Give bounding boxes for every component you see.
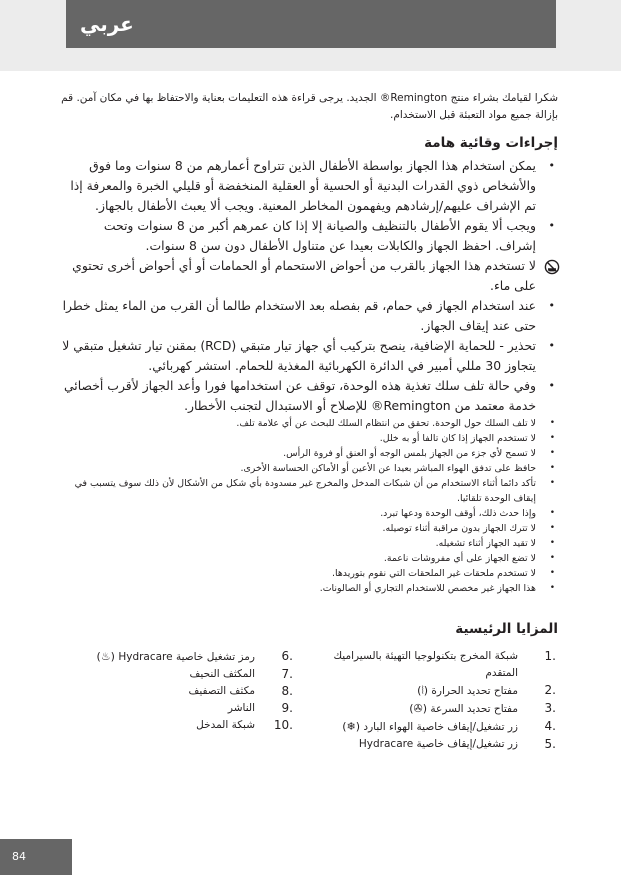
feature-item (60, 648, 295, 666)
fan-speed-icon: (✇) (409, 702, 428, 715)
safety-item (60, 216, 558, 256)
feature-item (323, 682, 558, 700)
small-item-text: لا تسمح لأي جزء من الجهاز بلمس الوجه أو العنق أو فروة الرأس. (283, 448, 536, 459)
small-item (60, 476, 558, 506)
feature-number: 6. (281, 649, 293, 663)
feature-number: 5. (544, 737, 556, 751)
feature-text: زر تشغيل/إيقاف خاصية Hydracare (358, 738, 518, 750)
small-item (60, 416, 558, 431)
feature-text: المكثف النحيف (189, 668, 255, 680)
feature-number: 1. (544, 649, 556, 663)
bullet: • (548, 379, 555, 392)
safety-item (60, 336, 558, 376)
safety-item-text: وفي حالة تلف سلك تغذية هذه الوحدة، توقف عن استخدامها فورا وأعد الجهاز لأقرب أخصائي خدمة معتمد من Remington® للإصلاح أو الاستبدال لتجنب الأخطار. (63, 378, 536, 413)
feature-text: شبكة المدخل (196, 719, 255, 731)
safety-item (60, 156, 558, 216)
feature-item (323, 700, 558, 718)
small-item (60, 566, 558, 581)
intro-paragraph: شكرا لقيامك بشراء منتج Remington® الجديد. يرجى قراءة هذه التعليمات بعناية والاحتفاظ بها في مكان آمن. قم بإزالة جميع مواد التعبئة قبل الاستخدام. (61, 92, 558, 121)
bullet: • (548, 159, 555, 172)
feature-text: الناشر (227, 702, 255, 714)
cool-shot-icon: (❄) (342, 720, 361, 733)
feature-item (323, 736, 558, 753)
page-content (60, 90, 558, 758)
feature-item (60, 717, 295, 734)
small-item (60, 431, 558, 446)
feature-number: 2. (544, 683, 556, 697)
small-item (60, 551, 558, 566)
feature-number: 3. (544, 701, 556, 715)
feature-number: 9. (281, 701, 293, 715)
bullet: • (549, 418, 555, 428)
features-heading: المزايا الرئيسية (455, 621, 558, 637)
small-item-text: لا تلف السلك حول الوحدة. تحقق من انتظام السلك للبحث عن أي علامة تلف. (236, 418, 536, 429)
feature-text: رمز تشغيل خاصية Hydracare (118, 651, 255, 663)
header-band (0, 0, 621, 71)
small-item (60, 581, 558, 596)
language-tab (66, 0, 556, 48)
feature-text: مكثف التصفيف (188, 685, 255, 697)
safety-item (60, 376, 558, 416)
bullet: • (549, 538, 555, 548)
small-item-text: لا تستخدم الجهاز إذا كان تالفا أو به خلل. (379, 433, 536, 444)
small-item (60, 461, 558, 476)
small-item (60, 506, 558, 521)
safety-list (60, 156, 558, 416)
safety-heading: إجراءات وقائية هامة (424, 135, 558, 151)
feature-item (60, 683, 295, 700)
small-item-text: لا تستخدم ملحقات غير الملحقات التي نقوم بتوريدها. (332, 568, 536, 579)
bullet: • (549, 523, 555, 533)
bullet: • (549, 478, 555, 488)
small-item-text: لا تقيد الجهاز أثناء تشغيله. (435, 538, 536, 549)
small-item (60, 446, 558, 461)
features-list (60, 648, 558, 758)
bullet: • (549, 568, 555, 578)
bullet: • (549, 463, 555, 473)
small-item-text: وإذا حدث ذلك، أوقف الوحدة ودعها تبرد. (380, 508, 536, 519)
small-item-text: تأكد دائما أثناء الاستخدام من أن شبكات المدخل والمخرج غير مسدودة بأي شكل من الأشكال لأن ذلك سوف يتسبب في إيقاف الوحدة تلقائيا. (74, 478, 536, 504)
feature-text: مفتاح تحديد السرعة (430, 703, 518, 715)
safety-item-text: ويجب ألا يقوم الأطفال بالتنظيف والصيانة إلا إذا كان عمرهم أكبر من 8 سنوات وتحت إشراف. احفظ الجهاز والكابلات بعيدا عن متناول الأطفال دون سن 8 سنوات. (103, 218, 536, 253)
heat-setting-icon: (⦚) (417, 684, 429, 697)
small-item-text: هذا الجهاز غير مخصص للاستخدام التجاري أو الصالونات. (319, 583, 536, 594)
feature-item (60, 700, 295, 717)
hydracare-icon: (♨) (96, 650, 115, 663)
bullet: • (549, 508, 555, 518)
small-item-text: لا تترك الجهاز بدون مراقبة أثناء توصيله. (382, 523, 536, 534)
small-item (60, 521, 558, 536)
small-item-text: حافظ على تدفق الهواء المباشر بعيدا عن الأعين أو الأماكن الحساسة الأخرى. (240, 463, 536, 474)
feature-number: 8. (281, 684, 293, 698)
small-item (60, 536, 558, 551)
safety-item-text: لا تستخدم هذا الجهاز بالقرب من أحواض الاستحمام أو الحمامات أو أي أحواض أخرى تحتوي على ماء. (72, 258, 536, 293)
safety-item-text: يمكن استخدام هذا الجهاز بواسطة الأطفال الذين تتراوح أعمارهم من 8 سنوات وما فوق والأشخاص ذوي القدرات البدنية أو الحسية أو العقلية المنخفضة أو قليلي الخبرة والمعرفة إذا تم الإشراف عليهم/إرشادهم ويفهمون المخاطر المعنية. ويجب ألا يعبث الأطفال بالجهاز. (70, 158, 536, 213)
feature-item (323, 718, 558, 736)
feature-text: شبكة المخرج بتكنولوجيا التهيئة بالسيراميك المتقدم (333, 650, 518, 679)
bullet: • (549, 583, 555, 593)
bullet: • (549, 553, 555, 563)
safety-item (60, 296, 558, 336)
feature-number: 4. (544, 719, 556, 733)
feature-text: مفتاح تحديد الحرارة (431, 685, 518, 697)
bullet: • (549, 448, 555, 458)
feature-number: 10. (273, 718, 293, 732)
feature-text: زر تشغيل/إيقاف خاصية الهواء البارد (363, 721, 518, 733)
bullet: • (548, 339, 555, 352)
no-bath-icon (544, 259, 560, 275)
feature-number: 7. (281, 667, 293, 681)
feature-item (60, 666, 295, 683)
bullet: • (549, 433, 555, 443)
language-label: عربي (80, 12, 134, 36)
small-safety-list (60, 416, 558, 596)
features-column-right (323, 648, 558, 753)
feature-item (323, 648, 558, 682)
safety-item (60, 256, 558, 296)
bullet: • (548, 219, 555, 232)
safety-item-text: تحذير - للحماية الإضافية، ينصح بتركيب أي جهاز تيار متبقي (RCD) بمقنن تيار تشغيل متبقي لا يتجاوز 30 مللي أمبير في الدائرة الكهربائية المغذية للحمام. استشر كهربائي. (62, 338, 536, 373)
page-number: 84 (12, 850, 26, 863)
bullet: • (548, 299, 555, 312)
safety-item-text: عند استخدام الجهاز في حمام، قم بفصله بعد الاستخدام طالما أن القرب من الماء يمثل خطرا حتى عند إيقاف الجهاز. (62, 298, 536, 333)
features-column-left (60, 648, 295, 734)
page-number-box (0, 839, 72, 875)
small-item-text: لا تضع الجهاز على أي مفروشات ناعمة. (383, 553, 536, 564)
